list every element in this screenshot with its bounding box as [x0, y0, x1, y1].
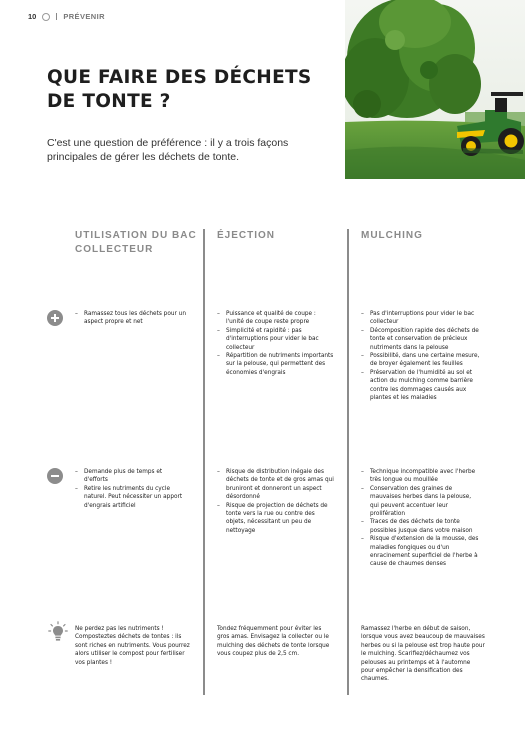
list-item: – Décomposition rapide des déchets de tonte et conservation de précieux nutriments dans la pelouse: [361, 326, 481, 351]
minus-circle-icon: [47, 468, 63, 489]
bac-pros: [75, 309, 187, 326]
list-item: – Ramassez tous les déchets pour un aspect propre et net: [75, 309, 187, 326]
tip-text: Ne perdez pas les nutriments ! Composteztes déchets de tontes : ils sont riches en nutriments. Vous pourrez alors utiliser le compost pour fertiliser vos plantes !: [75, 624, 190, 666]
page-title: QUE FAIRE DES DÉCHETS DE TONTE ?: [47, 67, 312, 112]
tip-text: Tondez fréquemment pour éviter les gros amas. Envisagez la collecter ou le mulching des déchets de tonte lorsque vous coupez plus de 2,5 cm.: [217, 624, 330, 658]
plus-circle-icon: [47, 310, 63, 331]
section-label: PRÉVENIR: [63, 12, 105, 21]
ejection-pros: [217, 309, 335, 376]
list-item: – Conservation des graines de mauvaises herbes dans la pelouse, qui peuvent accentuer leur prolifération: [361, 484, 481, 518]
mulching-cons: [361, 467, 481, 568]
page-header: [28, 12, 105, 21]
tractor-photo: [345, 0, 525, 179]
list-item: – Technique incompatible avec l'herbe très longue ou mouillée: [361, 467, 481, 484]
column-divider: [347, 229, 349, 695]
column-heading-bac: UTILISATION DU BAC COLLECTEUR: [75, 230, 197, 255]
intro-text: C'est une question de préférence : il y a trois façons principales de gérer les déchets de tonte.: [47, 136, 289, 163]
list-item: – Répartition de nutriments importants sur la pelouse, qui permettent des économies d'engrais: [217, 351, 335, 376]
list-item: – Simplicité et rapidité : pas d'interruptions pour vider le bac collecteur: [217, 326, 335, 351]
mulching-pros: [361, 309, 481, 401]
list-item: – Risque d'extension de la mousse, des maladies fongiques ou d'un enracinement superficiel de l'herbe à cause de chaumes denses: [361, 534, 481, 568]
list-item: – Pas d'interruptions pour vider le bac collecteur: [361, 309, 481, 326]
list-item: – Possibilité, dans une certaine mesure, de broyer également les feuilles: [361, 351, 481, 368]
bac-tip: [75, 624, 193, 666]
column-heading-ejection: ÉJECTION: [217, 230, 276, 241]
ejection-tip: [217, 624, 335, 658]
page-number: 10: [28, 12, 37, 21]
column-divider: [203, 229, 205, 695]
header-divider: [56, 13, 57, 20]
tip-text: Ramassez l'herbe en début de saison, lorsque vous avez beaucoup de mauvaises herbes ou si la pelouse est trop haute pour le mulching. Scarifiez/déchaumez vos pelouses au printemps et à l'automne pour empêcher la densification des chaumes.: [361, 624, 485, 683]
bac-cons: [75, 467, 187, 509]
lightbulb-icon: [48, 621, 68, 648]
list-item: – Traces de des déchets de tonte possibles jusque dans votre maison: [361, 517, 481, 534]
list-item: – Préservation de l'humidité au sol et action du mulching comme barrière contre les dommages causés aux plantes et les maladies: [361, 368, 481, 402]
ejection-cons: [217, 467, 335, 534]
column-heading-mulching: MULCHING: [361, 230, 423, 241]
list-item: – Risque de projection de déchets de tonte vers la rue ou contre des objets, nécessitant un peu de nettoyage: [217, 501, 335, 535]
list-item: – Retire les nutriments du cycle naturel. Peut nécessiter un apport d'engrais artificiel: [75, 484, 187, 509]
list-item: – Demande plus de temps et d'efforts: [75, 467, 187, 484]
list-item: – Puissance et qualité de coupe : l'unité de coupe reste propre: [217, 309, 335, 326]
mulching-tip: [361, 624, 485, 683]
list-item: – Risque de distribution inégale des déchets de tonte et de gros amas qui bruniront et donneront un aspect désordonné: [217, 467, 335, 501]
ring-icon: [42, 13, 50, 21]
